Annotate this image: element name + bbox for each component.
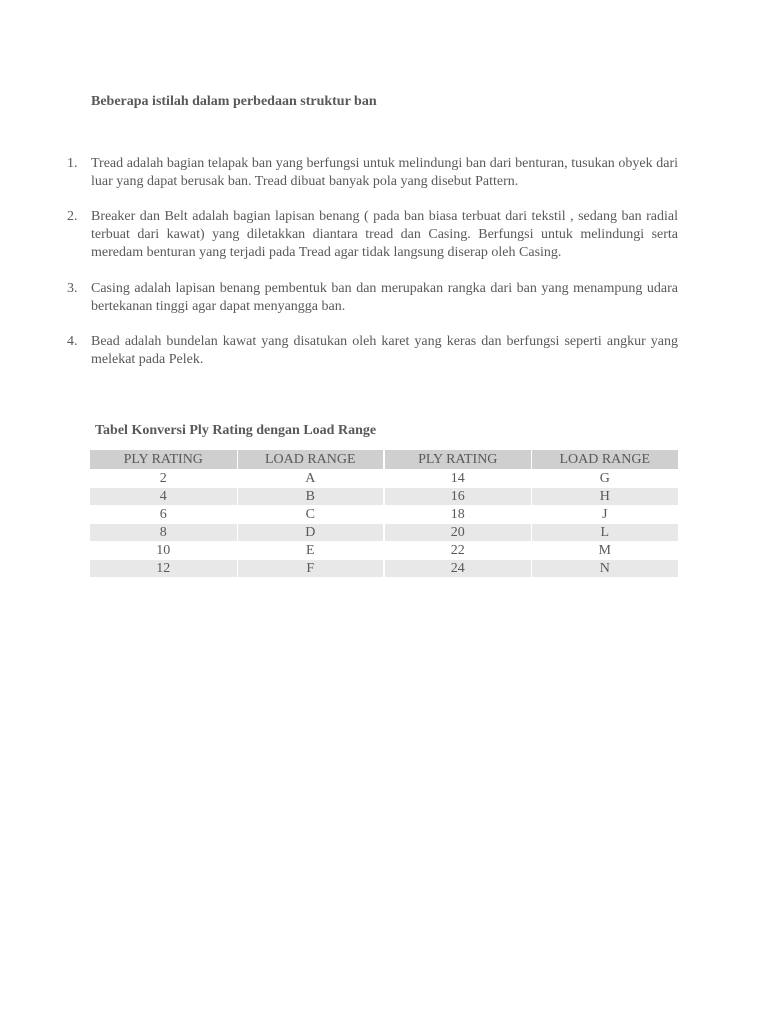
table-row [90, 506, 678, 524]
column-header-load-range: LOAD RANGE [531, 450, 678, 470]
document-heading: Beberapa istilah dalam perbedaan struktur ban [91, 94, 377, 109]
table-cell: 8 [90, 524, 237, 542]
list-item-text: Casing adalah lapisan benang pembentuk ban dan merupakan rangka dari ban yang menampung udara bertekanan tinggi agar dapat menyangga ban. [91, 281, 678, 314]
table-cell: 22 [384, 542, 531, 560]
table-row [90, 470, 678, 488]
table-cell: 16 [384, 488, 531, 506]
table-cell: 2 [90, 470, 237, 488]
terms-list [62, 155, 678, 386]
table-header-row [90, 450, 678, 470]
table-cell: A [237, 470, 384, 488]
table-cell: 18 [384, 506, 531, 524]
ply-rating-conversion-table [90, 450, 678, 577]
list-item-number: 3. [67, 281, 78, 296]
list-item [62, 155, 678, 191]
list-item-text: Breaker dan Belt adalah bagian lapisan benang ( pada ban biasa terbuat dari tekstil , sedang ban radial terbuat dari kawat) yang diletakkan diantara tread dan Casing. Berfungsi untuk melindungi serta meredam benturan yang terjadi pada Tread agar tidak langsung diserap oleh Casing. [91, 209, 678, 260]
table-cell: 12 [90, 560, 237, 578]
list-item-number: 2. [67, 209, 78, 224]
list-item [62, 280, 678, 316]
list-item [62, 333, 678, 369]
column-header-load-range: LOAD RANGE [237, 450, 384, 470]
column-header-ply-rating: PLY RATING [90, 450, 237, 470]
table-cell: C [237, 506, 384, 524]
table-cell: M [531, 542, 678, 560]
table-cell: E [237, 542, 384, 560]
list-item-number: 1. [67, 156, 78, 171]
column-header-ply-rating: PLY RATING [384, 450, 531, 470]
table-cell: 4 [90, 488, 237, 506]
list-item-text: Bead adalah bundelan kawat yang disatukan oleh karet yang keras dan berfungsi seperti angkur yang melekat pada Pelek. [91, 334, 678, 367]
table-cell: B [237, 488, 384, 506]
list-item-text: Tread adalah bagian telapak ban yang berfungsi untuk melindungi ban dari benturan, tusukan obyek dari luar yang dapat berusak ban. Tread dibuat banyak pola yang disebut Pattern. [91, 156, 678, 189]
table-cell: F [237, 560, 384, 578]
table-cell: G [531, 470, 678, 488]
table-row [90, 560, 678, 578]
table-cell: 14 [384, 470, 531, 488]
conversion-table-wrapper [90, 450, 678, 577]
table-cell: 24 [384, 560, 531, 578]
table-title: Tabel Konversi Ply Rating dengan Load Range [95, 423, 377, 438]
table-cell: 10 [90, 542, 237, 560]
table-cell: L [531, 524, 678, 542]
list-item [62, 208, 678, 262]
table-cell: D [237, 524, 384, 542]
table-row [90, 542, 678, 560]
table-cell: N [531, 560, 678, 578]
table-row [90, 524, 678, 542]
table-cell: 6 [90, 506, 237, 524]
table-cell: J [531, 506, 678, 524]
table-cell: H [531, 488, 678, 506]
list-item-number: 4. [67, 334, 78, 349]
table-row [90, 488, 678, 506]
table-cell: 20 [384, 524, 531, 542]
